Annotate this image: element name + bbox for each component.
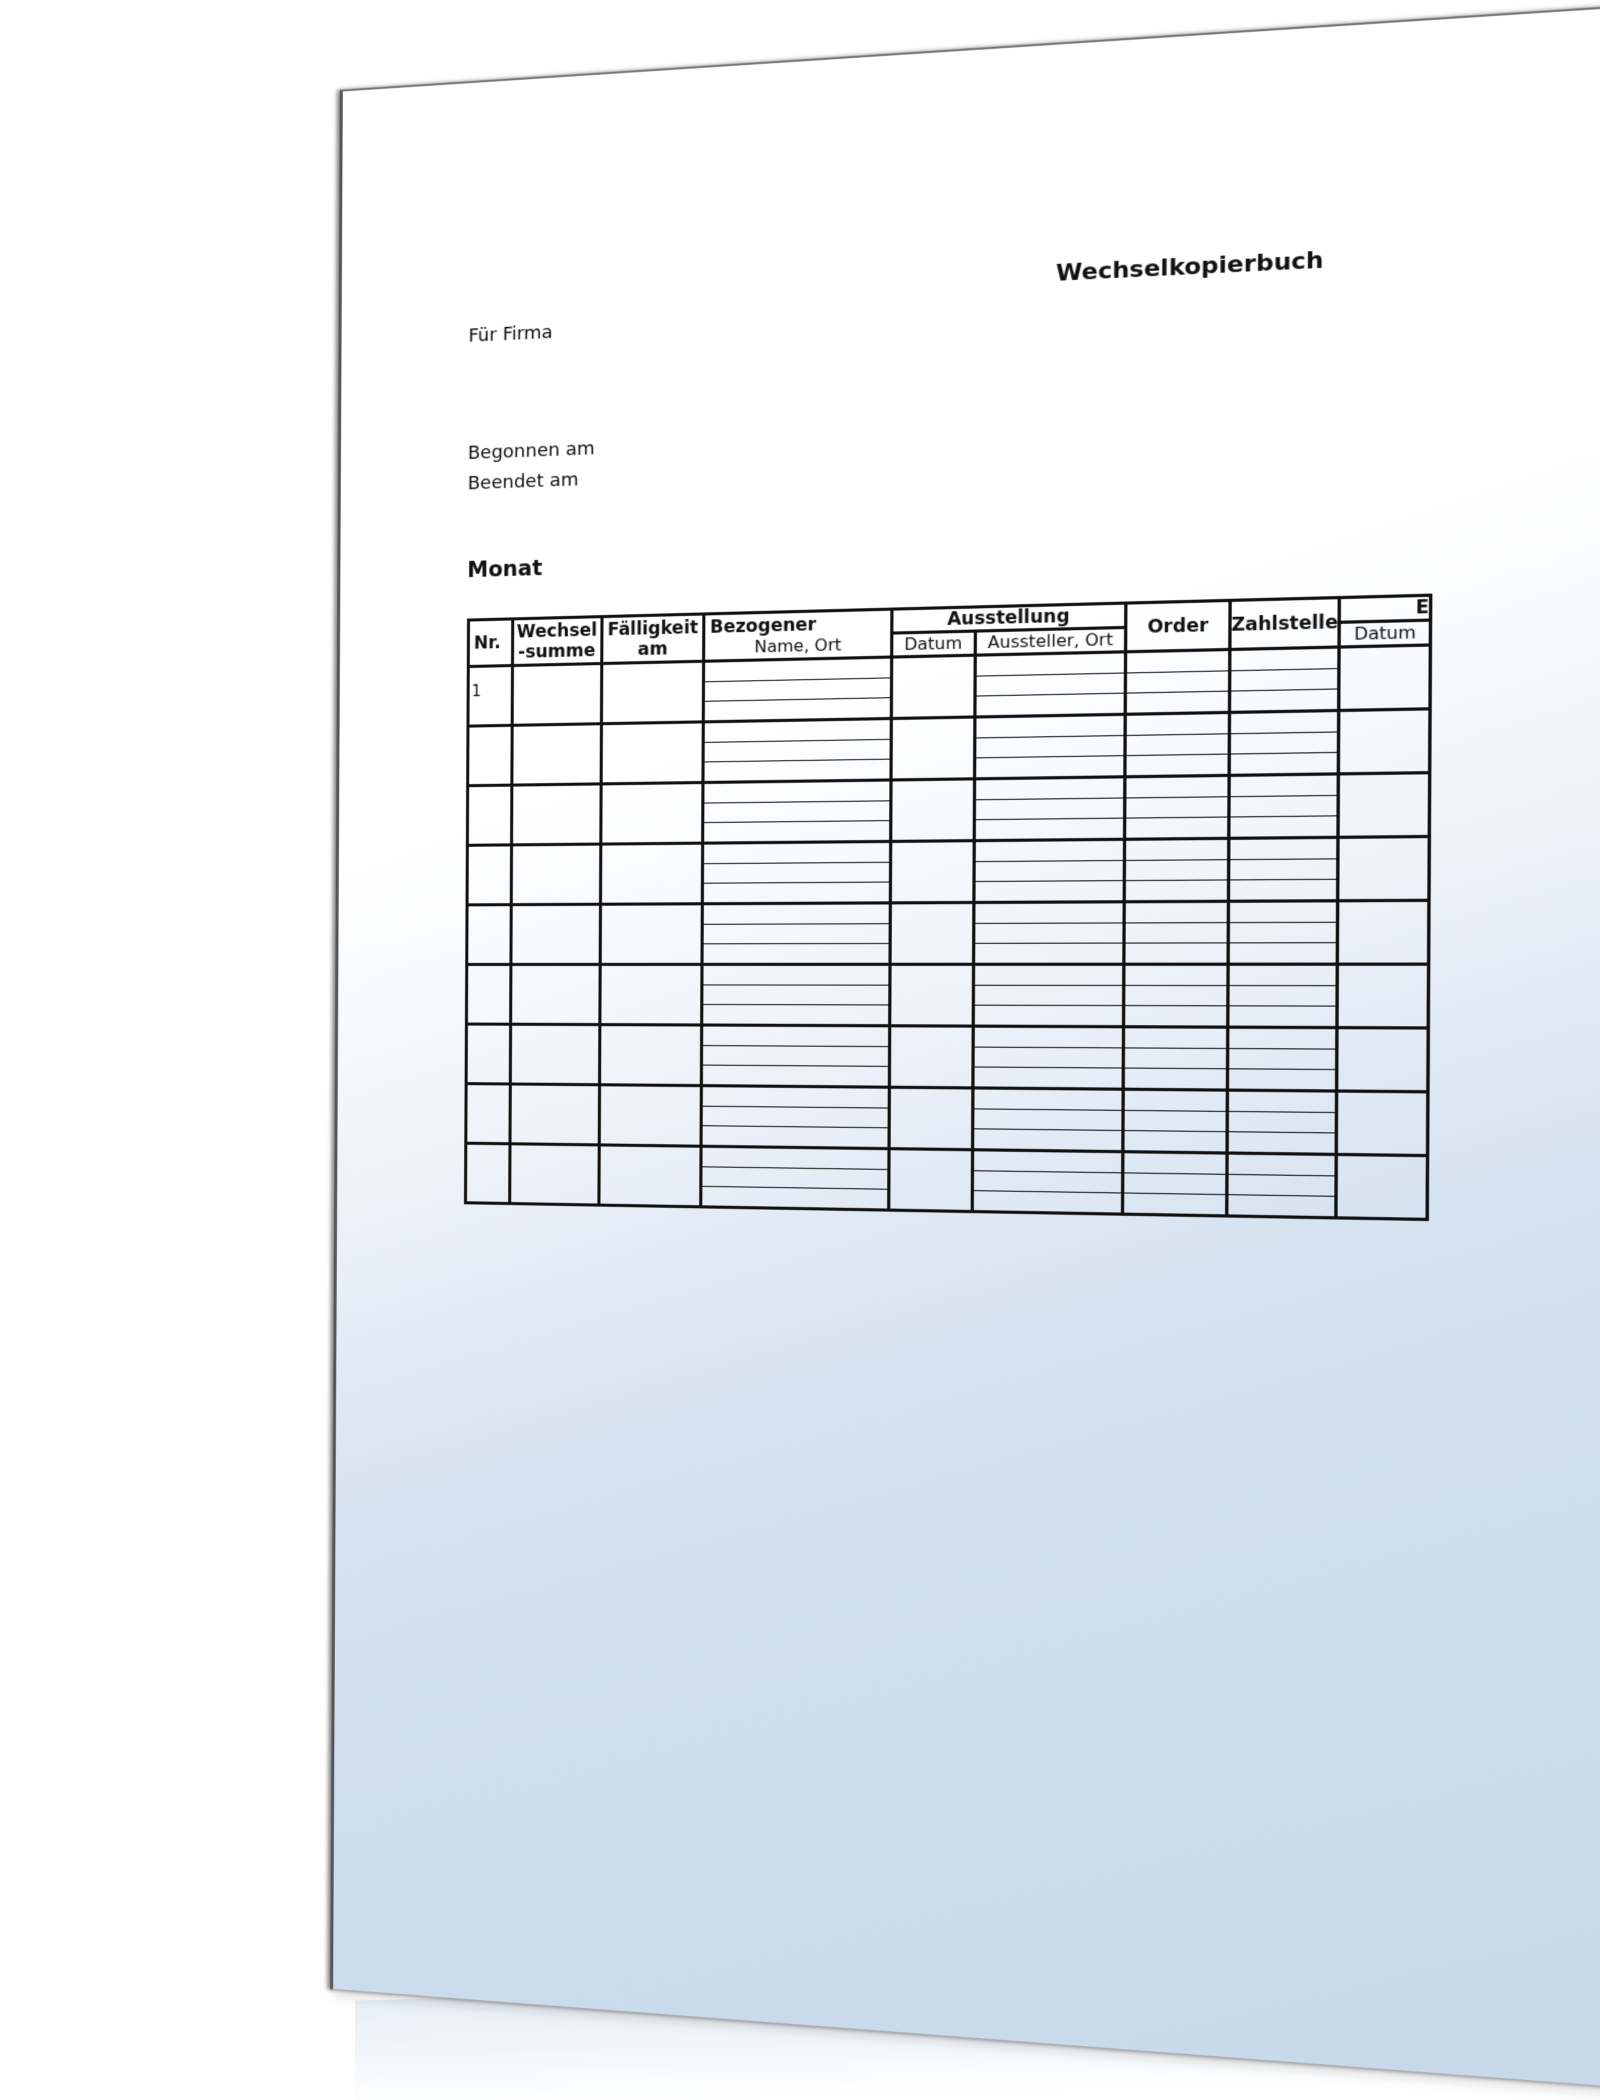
- ledger-table-area: [464, 594, 1433, 1243]
- row-number: [468, 906, 509, 920]
- document-page-wrapper: [330, 4, 1600, 2090]
- cell-payee[interactable]: [1227, 1027, 1337, 1091]
- cell-payee[interactable]: [1228, 774, 1338, 838]
- ledger-table: [464, 594, 1432, 1222]
- table-row: [466, 1024, 1428, 1092]
- header-issue-date: [892, 631, 975, 657]
- row-number: 1: [471, 681, 482, 701]
- cell-due[interactable]: [600, 904, 703, 965]
- cell-issue-date[interactable]: [889, 1026, 972, 1088]
- cell-drawee[interactable]: [704, 657, 892, 722]
- cell-payee[interactable]: [1226, 1153, 1336, 1218]
- cell-sum[interactable]: [512, 724, 601, 785]
- month-label: Monat: [467, 555, 543, 583]
- cell-cut-date[interactable]: [1337, 1091, 1428, 1156]
- row-number: [469, 727, 510, 742]
- cell-issue-drawer[interactable]: [972, 1150, 1124, 1214]
- cell-issue-date[interactable]: [891, 717, 974, 780]
- ended-label: Beendet am: [467, 469, 579, 495]
- cell-due[interactable]: [599, 1085, 702, 1146]
- cell-payee[interactable]: [1227, 1090, 1337, 1154]
- cell-nr[interactable]: [467, 785, 511, 845]
- cell-issue-drawer[interactable]: [974, 777, 1126, 841]
- cell-order[interactable]: [1124, 964, 1228, 1027]
- header-drawee-line1: Bezogener: [709, 614, 817, 638]
- cell-cut-date[interactable]: [1338, 837, 1429, 901]
- cell-nr[interactable]: [465, 1143, 509, 1203]
- header-cut-group: [1340, 595, 1431, 622]
- table-row: [467, 773, 1429, 846]
- cell-sum[interactable]: [510, 1084, 599, 1145]
- cell-sum[interactable]: [510, 1024, 599, 1085]
- header-order-label: Order: [1147, 614, 1209, 638]
- cell-order[interactable]: [1123, 1089, 1227, 1153]
- header-issue-drawer-label: Aussteller, Ort: [987, 629, 1113, 653]
- table-row: [467, 900, 1429, 964]
- company-label: Für Firma: [468, 321, 553, 347]
- cell-issue-date[interactable]: [891, 779, 974, 842]
- cell-cut-date[interactable]: [1337, 964, 1428, 1028]
- cell-issue-drawer[interactable]: [973, 902, 1125, 965]
- cell-nr[interactable]: [466, 1024, 510, 1084]
- cell-sum[interactable]: [509, 1144, 598, 1205]
- header-drawee: [704, 609, 892, 661]
- cell-cut-date[interactable]: [1337, 1028, 1428, 1092]
- cell-payee[interactable]: [1229, 710, 1339, 775]
- cell-nr[interactable]: [467, 905, 511, 965]
- cell-drawee[interactable]: [703, 719, 891, 783]
- cell-due[interactable]: [601, 722, 704, 784]
- cell-sum[interactable]: [512, 664, 601, 726]
- cell-due[interactable]: [599, 1145, 702, 1207]
- cell-due[interactable]: [600, 783, 703, 845]
- header-due-line2: am: [637, 638, 668, 660]
- row-number: [468, 1085, 509, 1100]
- cell-nr[interactable]: [468, 666, 512, 727]
- row-number: [468, 1026, 509, 1040]
- table-row: [465, 1143, 1427, 1219]
- header-cut-date-label: Datum: [1353, 622, 1416, 645]
- header-nr-label: Nr.: [473, 632, 501, 654]
- cell-due[interactable]: [599, 1025, 702, 1086]
- document-title: Wechselkopierbuch: [1055, 247, 1324, 288]
- cell-order[interactable]: [1123, 1152, 1227, 1216]
- header-issue-date-label: Datum: [904, 632, 963, 655]
- cell-issue-drawer[interactable]: [974, 652, 1126, 717]
- row-number: [469, 787, 510, 802]
- cell-payee[interactable]: [1227, 964, 1337, 1027]
- cell-order[interactable]: [1126, 649, 1230, 714]
- cell-drawee[interactable]: [702, 903, 890, 965]
- cell-issue-date[interactable]: [891, 655, 974, 718]
- cell-order[interactable]: [1125, 775, 1229, 839]
- document-page: [330, 4, 1600, 2090]
- cell-cut-date[interactable]: [1339, 645, 1430, 710]
- cell-order[interactable]: [1125, 838, 1229, 901]
- header-sum-line2: -summe: [518, 640, 596, 663]
- header-payee-label: Zahlstelle: [1231, 611, 1339, 636]
- cell-sum[interactable]: [510, 964, 599, 1024]
- cell-payee[interactable]: [1229, 647, 1339, 712]
- header-cut-group-label: E: [1415, 596, 1429, 619]
- cell-issue-date[interactable]: [890, 964, 973, 1026]
- header-due: [601, 614, 704, 664]
- cell-nr[interactable]: [467, 845, 511, 905]
- cell-cut-date[interactable]: [1338, 900, 1429, 964]
- cell-issue-date[interactable]: [890, 841, 973, 903]
- cell-drawee[interactable]: [701, 1146, 889, 1210]
- cell-nr[interactable]: [468, 725, 512, 785]
- header-order: [1126, 600, 1230, 651]
- cell-issue-date[interactable]: [890, 902, 973, 964]
- cell-order[interactable]: [1124, 901, 1228, 964]
- cell-due[interactable]: [601, 661, 704, 723]
- cell-due[interactable]: [600, 843, 703, 904]
- cell-issue-date[interactable]: [889, 1149, 972, 1212]
- cell-drawee[interactable]: [702, 1025, 890, 1087]
- header-drawee-line2: Name, Ort: [754, 634, 842, 656]
- header-issue-label: Ausstellung: [947, 606, 1070, 631]
- cell-due[interactable]: [600, 964, 703, 1025]
- cell-order[interactable]: [1124, 1027, 1228, 1090]
- row-number: [467, 1145, 508, 1160]
- cell-drawee[interactable]: [702, 964, 890, 1025]
- row-number: [469, 846, 510, 861]
- cell-nr[interactable]: [466, 1084, 510, 1144]
- cell-sum[interactable]: [511, 784, 600, 845]
- cell-drawee[interactable]: [703, 780, 891, 843]
- table-row: [466, 964, 1428, 1028]
- row-number: [468, 966, 509, 980]
- cell-sum[interactable]: [511, 904, 600, 964]
- header-sum-line1: Wechsel: [516, 619, 598, 643]
- cell-issue-date[interactable]: [889, 1087, 972, 1150]
- table-row: [467, 837, 1429, 905]
- header-sum: [512, 617, 601, 666]
- cell-sum[interactable]: [511, 844, 600, 905]
- header-issue-drawer: [975, 627, 1126, 655]
- cell-order[interactable]: [1125, 712, 1229, 776]
- cell-issue-drawer[interactable]: [974, 714, 1126, 779]
- cell-cut-date[interactable]: [1338, 773, 1429, 838]
- cell-issue-drawer[interactable]: [972, 1026, 1124, 1089]
- cell-drawee[interactable]: [702, 1086, 890, 1149]
- cell-payee[interactable]: [1228, 901, 1338, 964]
- cell-issue-drawer[interactable]: [972, 1088, 1124, 1152]
- header-payee: [1230, 598, 1340, 650]
- cell-issue-drawer[interactable]: [973, 839, 1125, 902]
- cell-nr[interactable]: [466, 964, 510, 1024]
- header-due-line1: Fälligkeit: [607, 617, 699, 640]
- header-cut-date: [1340, 620, 1431, 647]
- cell-cut-date[interactable]: [1336, 1154, 1427, 1219]
- header-nr: [468, 619, 512, 667]
- cell-cut-date[interactable]: [1339, 709, 1430, 774]
- cell-issue-drawer[interactable]: [973, 964, 1125, 1026]
- cell-payee[interactable]: [1228, 837, 1338, 901]
- cell-drawee[interactable]: [703, 841, 891, 903]
- started-label: Begonnen am: [467, 437, 595, 465]
